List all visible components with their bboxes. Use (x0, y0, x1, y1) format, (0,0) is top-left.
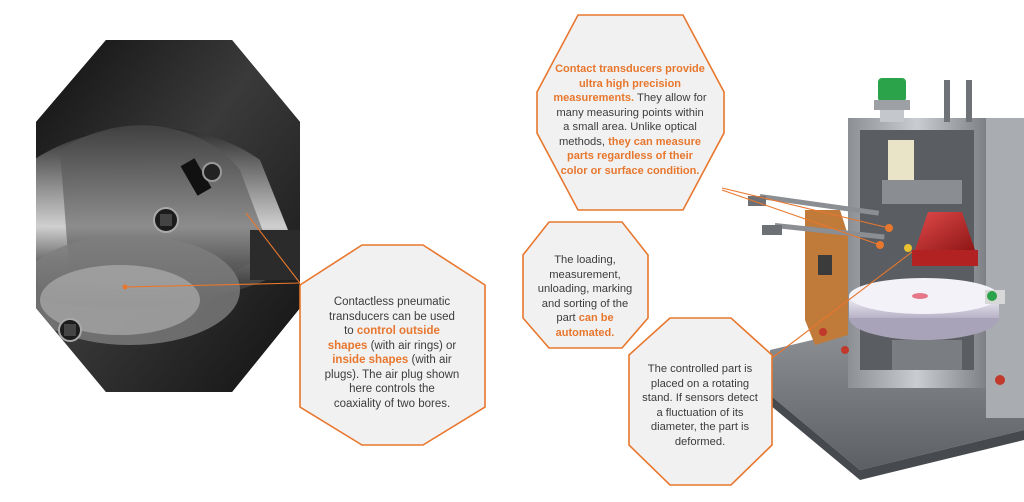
highlighted-text: control outside shapes (327, 325, 440, 352)
pointer-dot-plug (123, 285, 128, 290)
callout-text-segment: The controlled part is placed on a rotating stand. If sensors detect a fluctuation of its diameter, the part is deformed. (642, 363, 758, 448)
callout-text-segment: (with air rings) or (367, 339, 457, 352)
air-plug-photo (20, 30, 310, 400)
callout-text-segment: They allow for many measuring points within a small area. Unlike optical methods, (556, 92, 707, 148)
callout-text-segment: Contactless pneumatic transducers can be used to (329, 296, 455, 337)
callout-automation-text (533, 253, 637, 340)
callout-contact-text (553, 62, 707, 178)
callout-rotating-stand-text (639, 362, 761, 449)
measuring-machine-illustration (748, 78, 1024, 480)
highlighted-text: can be automated. (555, 312, 615, 339)
callout-text-segment: (with air plugs). The air plug shown here controls the coaxiality of two bores. (324, 354, 460, 410)
highlighted-text: inside shapes (332, 354, 409, 366)
highlighted-text: they can measure parts regardless of their color or surface condition. (560, 135, 702, 177)
callout-text-segment: The loading, measurement, unloading, marking and sorting of the part (537, 254, 633, 324)
callout-pneumatic-text (324, 295, 460, 411)
highlighted-text: Contact transducers provide ultra high precision measurements. (553, 63, 705, 104)
